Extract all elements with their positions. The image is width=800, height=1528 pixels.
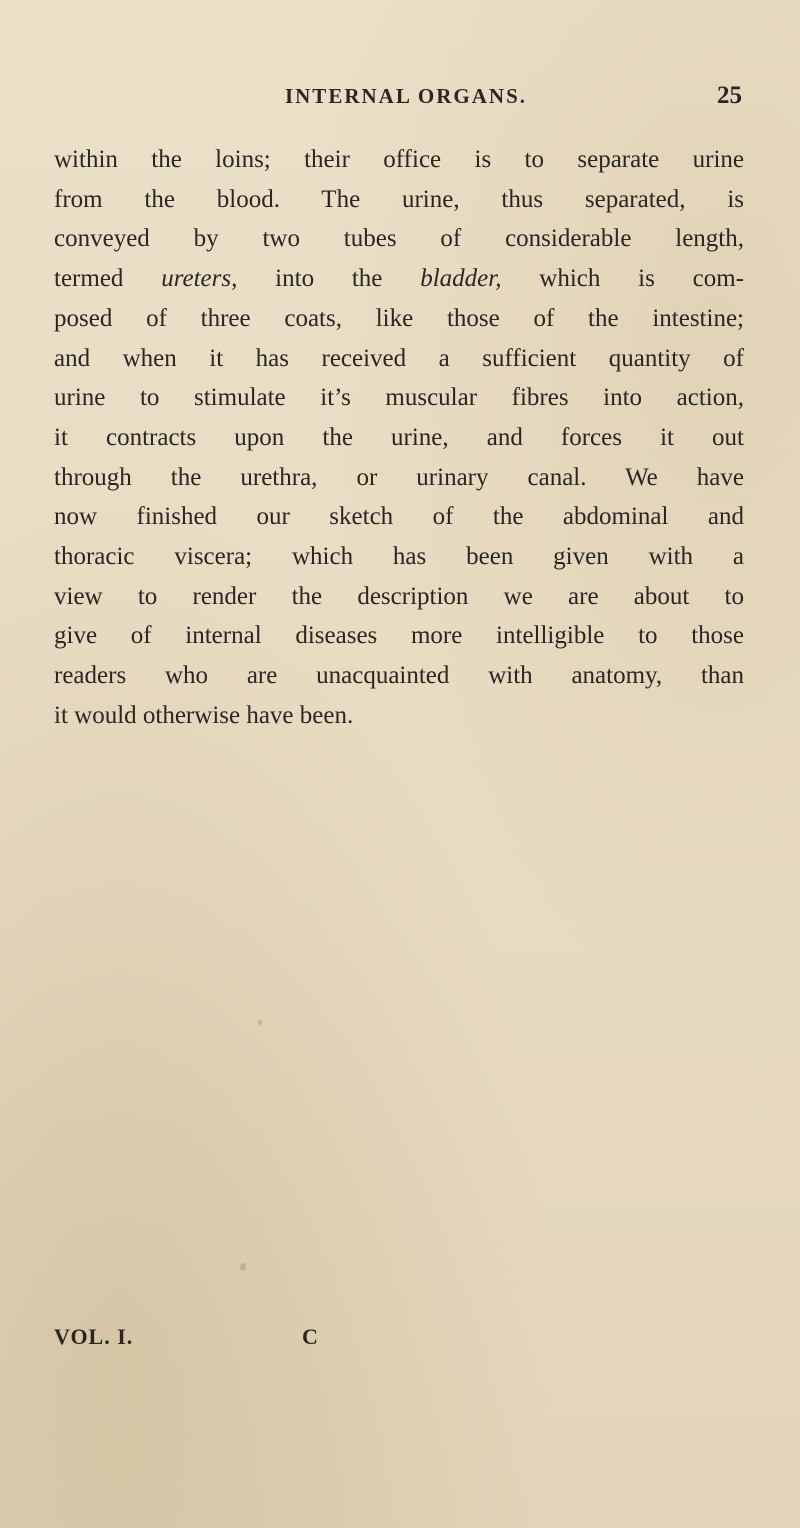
text-line: conveyed by two tubes of considerable length, [54, 225, 744, 253]
text-line: posed of three coats, like those of the intestine; [54, 304, 744, 332]
page-header [70, 84, 742, 124]
text-line: through the urethra, or urinary canal. We have [54, 463, 744, 491]
text-line: now finished our sketch of the abdominal and [54, 503, 744, 531]
text-line: within the loins; their office is to separate urine [54, 146, 744, 173]
running-head: INTERNAL ORGANS. [284, 84, 528, 108]
italic-term-bladder: bladder, [420, 265, 502, 293]
text-span: into the [237, 265, 421, 293]
text-line: and when it has received a sufficient quantity of [54, 344, 744, 372]
text-line-with-italics [54, 259, 744, 299]
page-number: 25 [717, 82, 742, 109]
text-line: urine to stimulate it’s muscular fibres into action, [54, 384, 744, 412]
paper-stain [258, 1020, 262, 1025]
body-paragraph [54, 140, 744, 736]
text-line: thoracic viscera; which has been given with a [54, 543, 744, 571]
text-line: from the blood. The urine, thus separated, is [54, 185, 744, 213]
text-line: give of internal diseases more intelligible to those [54, 622, 744, 650]
text-span: termed [54, 265, 162, 293]
volume-mark: VOL. I. [54, 1324, 134, 1349]
italic-term-ureters: ureters, [161, 265, 238, 293]
text-line-last: it would otherwise have been. [54, 701, 354, 729]
paper-stain [240, 1263, 246, 1271]
page-footer [54, 1324, 454, 1364]
text-span: which is com- [501, 265, 745, 293]
signature-mark: C [302, 1324, 318, 1349]
text-line: readers who are unacquainted with anatomy, than [54, 662, 744, 690]
text-line: view to render the description we are about to [54, 582, 744, 610]
text-line: it contracts upon the urine, and forces it out [54, 423, 744, 451]
